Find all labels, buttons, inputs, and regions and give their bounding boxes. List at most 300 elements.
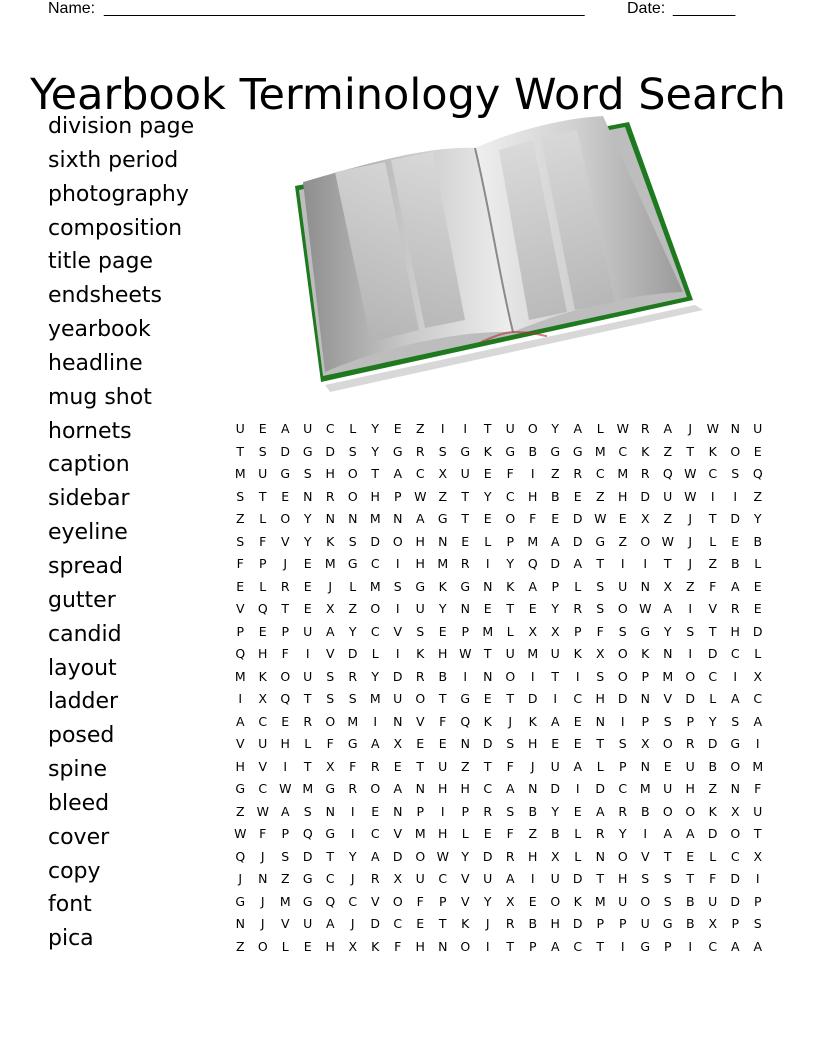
grid-letter: W [594, 511, 607, 526]
grid-letter: W [706, 421, 719, 436]
grid-letter: O [617, 646, 628, 661]
grid-letter: R [505, 848, 515, 864]
grid-letter: X [663, 578, 673, 594]
grid-letter: V [708, 601, 718, 616]
grid-letter: Z [708, 556, 718, 571]
grid-letter: S [236, 533, 245, 549]
grid-letter: V [258, 758, 268, 774]
grid-letter: R [348, 781, 358, 796]
grid-letter: M [414, 826, 426, 841]
grid-letter: E [551, 736, 560, 751]
grid-letter: C [415, 466, 425, 481]
grid-letter: E [461, 533, 470, 549]
grid-letter: L [709, 848, 717, 864]
word-list-item: division page [48, 114, 195, 139]
grid-letter: C [438, 871, 448, 886]
date-label: Date: [627, 0, 666, 17]
grid-letter: E [483, 826, 492, 841]
grid-letter: Z [528, 826, 538, 841]
grid-letter: M [527, 533, 539, 549]
grid-letter: X [325, 758, 335, 774]
grid-letter: M [234, 466, 246, 481]
grid-letter: J [350, 871, 355, 886]
grid-letter: O [527, 421, 538, 436]
grid-letter: J [260, 848, 265, 864]
grid-letter: E [483, 601, 492, 616]
grid-letter: E [663, 758, 672, 774]
grid-letter: E [528, 893, 537, 909]
grid-letter: I [395, 556, 400, 571]
word-list-item: mug shot [48, 384, 152, 410]
grid-letter: N [595, 848, 605, 864]
grid-letter: J [508, 713, 513, 729]
grid-letter: O [730, 826, 741, 841]
grid-letter: I [710, 488, 715, 504]
grid-letter: P [686, 713, 695, 729]
grid-letter: D [617, 691, 628, 706]
grid-letter: H [325, 938, 335, 954]
grid-letter: T [551, 668, 560, 684]
grid-letter: Q [460, 713, 471, 729]
grid-letter: G [550, 443, 561, 459]
grid-letter: T [663, 848, 672, 864]
grid-letter: C [348, 893, 358, 909]
grid-letter: P [753, 893, 762, 909]
word-list-item: spread [48, 553, 123, 579]
grid-letter: A [280, 803, 290, 819]
grid-letter: D [347, 646, 358, 661]
word-list-item: gutter [48, 587, 116, 613]
grid-letter: D [325, 443, 336, 459]
grid-letter: N [325, 511, 335, 526]
grid-letter: P [663, 938, 672, 954]
grid-letter: S [596, 601, 605, 616]
grid-letter: R [618, 803, 628, 819]
grid-letter: I [620, 713, 625, 729]
grid-letter: L [709, 533, 717, 549]
grid-letter: C [258, 713, 268, 729]
grid-letter: F [506, 758, 514, 774]
grid-letter: C [505, 488, 515, 504]
grid-letter: E [618, 511, 627, 526]
grid-letter: N [730, 781, 740, 796]
grid-letter: N [393, 713, 403, 729]
grid-letter: N [348, 511, 358, 526]
grid-letter: Y [371, 443, 380, 459]
grid-letter: I [688, 938, 693, 954]
grid-letter: X [595, 646, 605, 661]
grid-letter: F [236, 556, 244, 571]
grid-letter: P [236, 623, 245, 639]
grid-letter: U [505, 646, 515, 661]
grid-letter: U [753, 421, 763, 436]
grid-letter: S [731, 466, 740, 481]
grid-letter: O [505, 668, 516, 684]
grid-letter: M [482, 623, 494, 639]
grid-letter: B [730, 556, 740, 571]
grid-letter: U [393, 691, 403, 706]
grid-letter: D [752, 623, 763, 639]
grid-letter: C [618, 443, 628, 459]
grid-letter: I [350, 826, 355, 841]
grid-letter: A [573, 556, 583, 571]
grid-letter: W [436, 848, 449, 864]
grid-letter: N [460, 601, 470, 616]
grid-letter: V [370, 893, 380, 909]
grid-letter: C [708, 466, 718, 481]
grid-letter: E [551, 511, 560, 526]
grid-letter: U [550, 871, 560, 886]
grid-letter: O [662, 736, 673, 751]
grid-letter: P [281, 623, 290, 639]
grid-letter: L [596, 758, 604, 774]
grid-letter: A [550, 938, 560, 954]
grid-letter: J [688, 533, 693, 549]
grid-letter: O [460, 938, 471, 954]
grid-letter: Y [506, 556, 515, 571]
grid-letter: V [280, 533, 290, 549]
grid-letter: A [663, 826, 673, 841]
grid-letter: X [438, 466, 448, 481]
grid-letter: N [595, 713, 605, 729]
grid-letter: F [416, 893, 424, 909]
grid-letter: U [483, 871, 493, 886]
grid-letter: Y [618, 826, 627, 841]
grid-letter: P [258, 556, 267, 571]
grid-letter: E [258, 421, 267, 436]
grid-letter: P [641, 668, 650, 684]
grid-letter: I [620, 938, 625, 954]
grid-letter: C [483, 781, 493, 796]
grid-letter: I [305, 646, 310, 661]
grid-letter: B [685, 916, 695, 931]
grid-letter: N [393, 803, 403, 819]
grid-letter: D [685, 691, 696, 706]
grid-letter: V [393, 623, 403, 639]
grid-letter: D [370, 533, 381, 549]
grid-letter: Z [438, 488, 448, 504]
grid-letter: O [617, 668, 628, 684]
grid-letter: F [506, 826, 514, 841]
grid-letter: S [326, 668, 335, 684]
grid-letter: U [460, 466, 470, 481]
grid-letter: R [415, 443, 425, 459]
grid-letter: N [663, 646, 673, 661]
grid-letter: C [370, 556, 380, 571]
grid-letter: T [753, 826, 762, 841]
grid-letter: L [259, 511, 267, 526]
grid-letter: A [550, 713, 560, 729]
grid-letter: S [663, 893, 672, 909]
grid-letter: T [596, 871, 605, 886]
grid-letter: W [684, 488, 697, 504]
word-list [48, 110, 194, 956]
grid-letter: A [280, 421, 290, 436]
grid-letter: I [575, 668, 580, 684]
grid-letter: R [348, 668, 358, 684]
grid-letter: G [662, 916, 673, 931]
grid-letter: R [325, 488, 335, 504]
grid-letter: T [663, 556, 672, 571]
grid-letter: R [595, 826, 605, 841]
grid-letter: E [303, 601, 312, 616]
grid-letter: D [370, 916, 381, 931]
grid-letter: G [280, 466, 291, 481]
grid-letter: H [438, 826, 448, 841]
grid-letter: H [370, 488, 380, 504]
grid-letter: Y [371, 668, 380, 684]
grid-letter: D [392, 848, 403, 864]
grid-letter: M [617, 466, 629, 481]
page-title: Yearbook Terminology Word Search [30, 69, 786, 120]
grid-letter: E [438, 623, 447, 639]
word-list-item: copy [48, 858, 101, 884]
grid-letter: T [708, 511, 717, 526]
grid-letter: M [279, 893, 291, 909]
grid-letter: S [236, 488, 245, 504]
grid-letter: X [730, 803, 740, 819]
grid-letter: Y [551, 421, 560, 436]
grid-letter: A [370, 736, 380, 751]
grid-letter: I [643, 556, 648, 571]
grid-letter: I [575, 781, 580, 796]
grid-letter: X [528, 623, 538, 639]
grid-letter: L [574, 826, 582, 841]
grid-letter: E [236, 578, 245, 594]
grid-letter: U [235, 421, 245, 436]
grid-letter: K [483, 443, 492, 459]
grid-letter: O [392, 533, 403, 549]
grid-letter: G [415, 578, 426, 594]
grid-letter: N [640, 691, 650, 706]
grid-letter: L [484, 533, 492, 549]
grid-letter: J [350, 916, 355, 931]
grid-letter: Y [461, 848, 470, 864]
grid-letter: J [688, 421, 693, 436]
grid-letter: E [573, 488, 582, 504]
grid-letter: T [506, 691, 515, 706]
grid-letter: Q [752, 466, 763, 481]
grid-letter: S [303, 466, 312, 481]
grid-letter: G [235, 893, 246, 909]
grid-letter: B [438, 668, 448, 684]
grid-letter: T [686, 871, 695, 886]
grid-letter: A [753, 938, 763, 954]
grid-letter: H [528, 848, 538, 864]
grid-letter: P [416, 803, 425, 819]
grid-letter: G [640, 938, 651, 954]
grid-letter: G [302, 871, 313, 886]
grid-letter: U [663, 781, 673, 796]
grid-letter: M [752, 758, 764, 774]
grid-letter: Q [662, 466, 673, 481]
grid-letter: O [392, 893, 403, 909]
grid-letter: H [235, 758, 245, 774]
grid-letter: D [482, 848, 493, 864]
grid-letter: S [348, 443, 357, 459]
grid-letter: T [596, 556, 605, 571]
grid-letter: U [303, 623, 313, 639]
grid-letter: I [485, 556, 490, 571]
word-list-item: sixth period [48, 147, 179, 173]
grid-letter: T [461, 511, 470, 526]
grid-letter: J [530, 758, 535, 774]
grid-letter: N [258, 871, 268, 886]
grid-letter: G [325, 781, 336, 796]
grid-letter: U [663, 488, 673, 504]
grid-letter: I [463, 421, 468, 436]
grid-letter: O [280, 511, 291, 526]
grid-letter: C [595, 466, 605, 481]
grid-letter: Y [348, 623, 357, 639]
grid-letter: F [394, 938, 402, 954]
grid-letter: A [753, 713, 763, 729]
grid-letter: C [325, 421, 335, 436]
grid-letter: P [528, 938, 537, 954]
grid-letter: T [506, 938, 515, 954]
grid-letter: U [303, 668, 313, 684]
name-label: Name: [48, 0, 96, 17]
grid-letter: O [415, 848, 426, 864]
grid-letter: Z [235, 938, 245, 954]
grid-letter: M [369, 691, 381, 706]
grid-letter: E [753, 601, 762, 616]
grid-letter: I [733, 488, 738, 504]
grid-letter: E [753, 578, 762, 594]
grid-letter: O [730, 443, 741, 459]
grid-letter: E [731, 533, 740, 549]
grid-letter: E [528, 601, 537, 616]
grid-letter: E [303, 938, 312, 954]
grid-letter: M [594, 443, 606, 459]
grid-letter: O [662, 803, 673, 819]
grid-letter: S [731, 713, 740, 729]
grid-letter: N [528, 781, 538, 796]
grid-letter: H [415, 556, 425, 571]
grid-letter: P [461, 803, 470, 819]
grid-letter: W [256, 803, 269, 819]
grid-letter: Z [415, 421, 425, 436]
grid-letter: D [730, 511, 741, 526]
grid-letter: L [304, 736, 312, 751]
grid-letter: I [530, 668, 535, 684]
grid-letter: G [460, 691, 471, 706]
grid-letter: Q [325, 893, 336, 909]
grid-letter: F [754, 781, 762, 796]
date-field[interactable]: _______ [673, 0, 736, 17]
grid-letter: R [685, 736, 695, 751]
grid-letter: T [506, 601, 515, 616]
grid-letter: Z [550, 466, 560, 481]
grid-letter: T [326, 848, 335, 864]
grid-letter: A [325, 916, 335, 931]
grid-letter: X [505, 893, 515, 909]
grid-letter: F [259, 533, 267, 549]
grid-letter: Y [438, 601, 447, 616]
grid-letter: O [685, 668, 696, 684]
grid-letter: K [416, 646, 425, 661]
grid-letter: S [348, 691, 357, 706]
grid-letter: L [349, 421, 357, 436]
grid-letter: L [461, 826, 469, 841]
grid-letter: Y [663, 623, 672, 639]
word-list-item: sidebar [48, 486, 130, 512]
grid-letter: F [709, 578, 717, 594]
grid-letter: O [685, 803, 696, 819]
grid-letter: T [371, 466, 380, 481]
grid-letter: S [348, 533, 357, 549]
grid-letter: U [550, 646, 560, 661]
grid-letter: E [573, 713, 582, 729]
grid-letter: E [303, 578, 312, 594]
grid-letter: P [281, 826, 290, 841]
grid-letter: L [349, 578, 357, 594]
grid-letter: G [392, 443, 403, 459]
grid-letter: S [258, 443, 267, 459]
grid-letter: S [663, 713, 672, 729]
grid-letter: T [303, 691, 312, 706]
grid-letter: D [595, 781, 606, 796]
grid-letter: D [707, 736, 718, 751]
grid-letter: G [437, 511, 448, 526]
grid-letter: S [618, 623, 627, 639]
grid-letter: E [281, 713, 290, 729]
grid-letter: F [349, 758, 357, 774]
grid-letter: P [573, 623, 582, 639]
grid-letter: H [438, 646, 448, 661]
word-list-item: hornets [48, 418, 132, 444]
grid-letter: E [753, 443, 762, 459]
grid-letter: D [730, 893, 741, 909]
grid-letter: N [303, 488, 313, 504]
name-field[interactable]: ______________________________________________________ [104, 0, 585, 17]
grid-letter: N [483, 668, 493, 684]
grid-letter: V [235, 601, 245, 616]
grid-letter: T [461, 488, 470, 504]
grid-letter: X [348, 938, 358, 954]
grid-letter: F [709, 871, 717, 886]
grid-letter: U [438, 758, 448, 774]
grid-letter: U [258, 736, 268, 751]
grid-letter: E [281, 488, 290, 504]
grid-letter: L [574, 578, 582, 594]
grid-letter: H [415, 938, 425, 954]
grid-letter: I [440, 421, 445, 436]
grid-letter: C [708, 668, 718, 684]
grid-letter: Q [527, 556, 538, 571]
grid-letter: T [303, 758, 312, 774]
grid-letter: L [596, 421, 604, 436]
grid-letter: D [730, 871, 741, 886]
grid-letter: M [437, 556, 449, 571]
grid-letter: C [573, 938, 583, 954]
grid-letter: V [640, 848, 650, 864]
grid-letter: A [528, 578, 538, 594]
grid-letter: C [708, 938, 718, 954]
grid-letter: S [393, 578, 402, 594]
grid-letter: E [686, 848, 695, 864]
grid-letter: Y [708, 713, 717, 729]
grid-letter: G [302, 443, 313, 459]
word-list-item: composition [48, 215, 183, 241]
grid-letter: T [483, 646, 492, 661]
grid-letter: E [573, 736, 582, 751]
grid-letter: I [755, 736, 760, 751]
grid-letter: S [506, 803, 515, 819]
grid-letter: L [506, 623, 514, 639]
grid-letter: N [438, 533, 448, 549]
grid-letter: W [414, 488, 427, 504]
